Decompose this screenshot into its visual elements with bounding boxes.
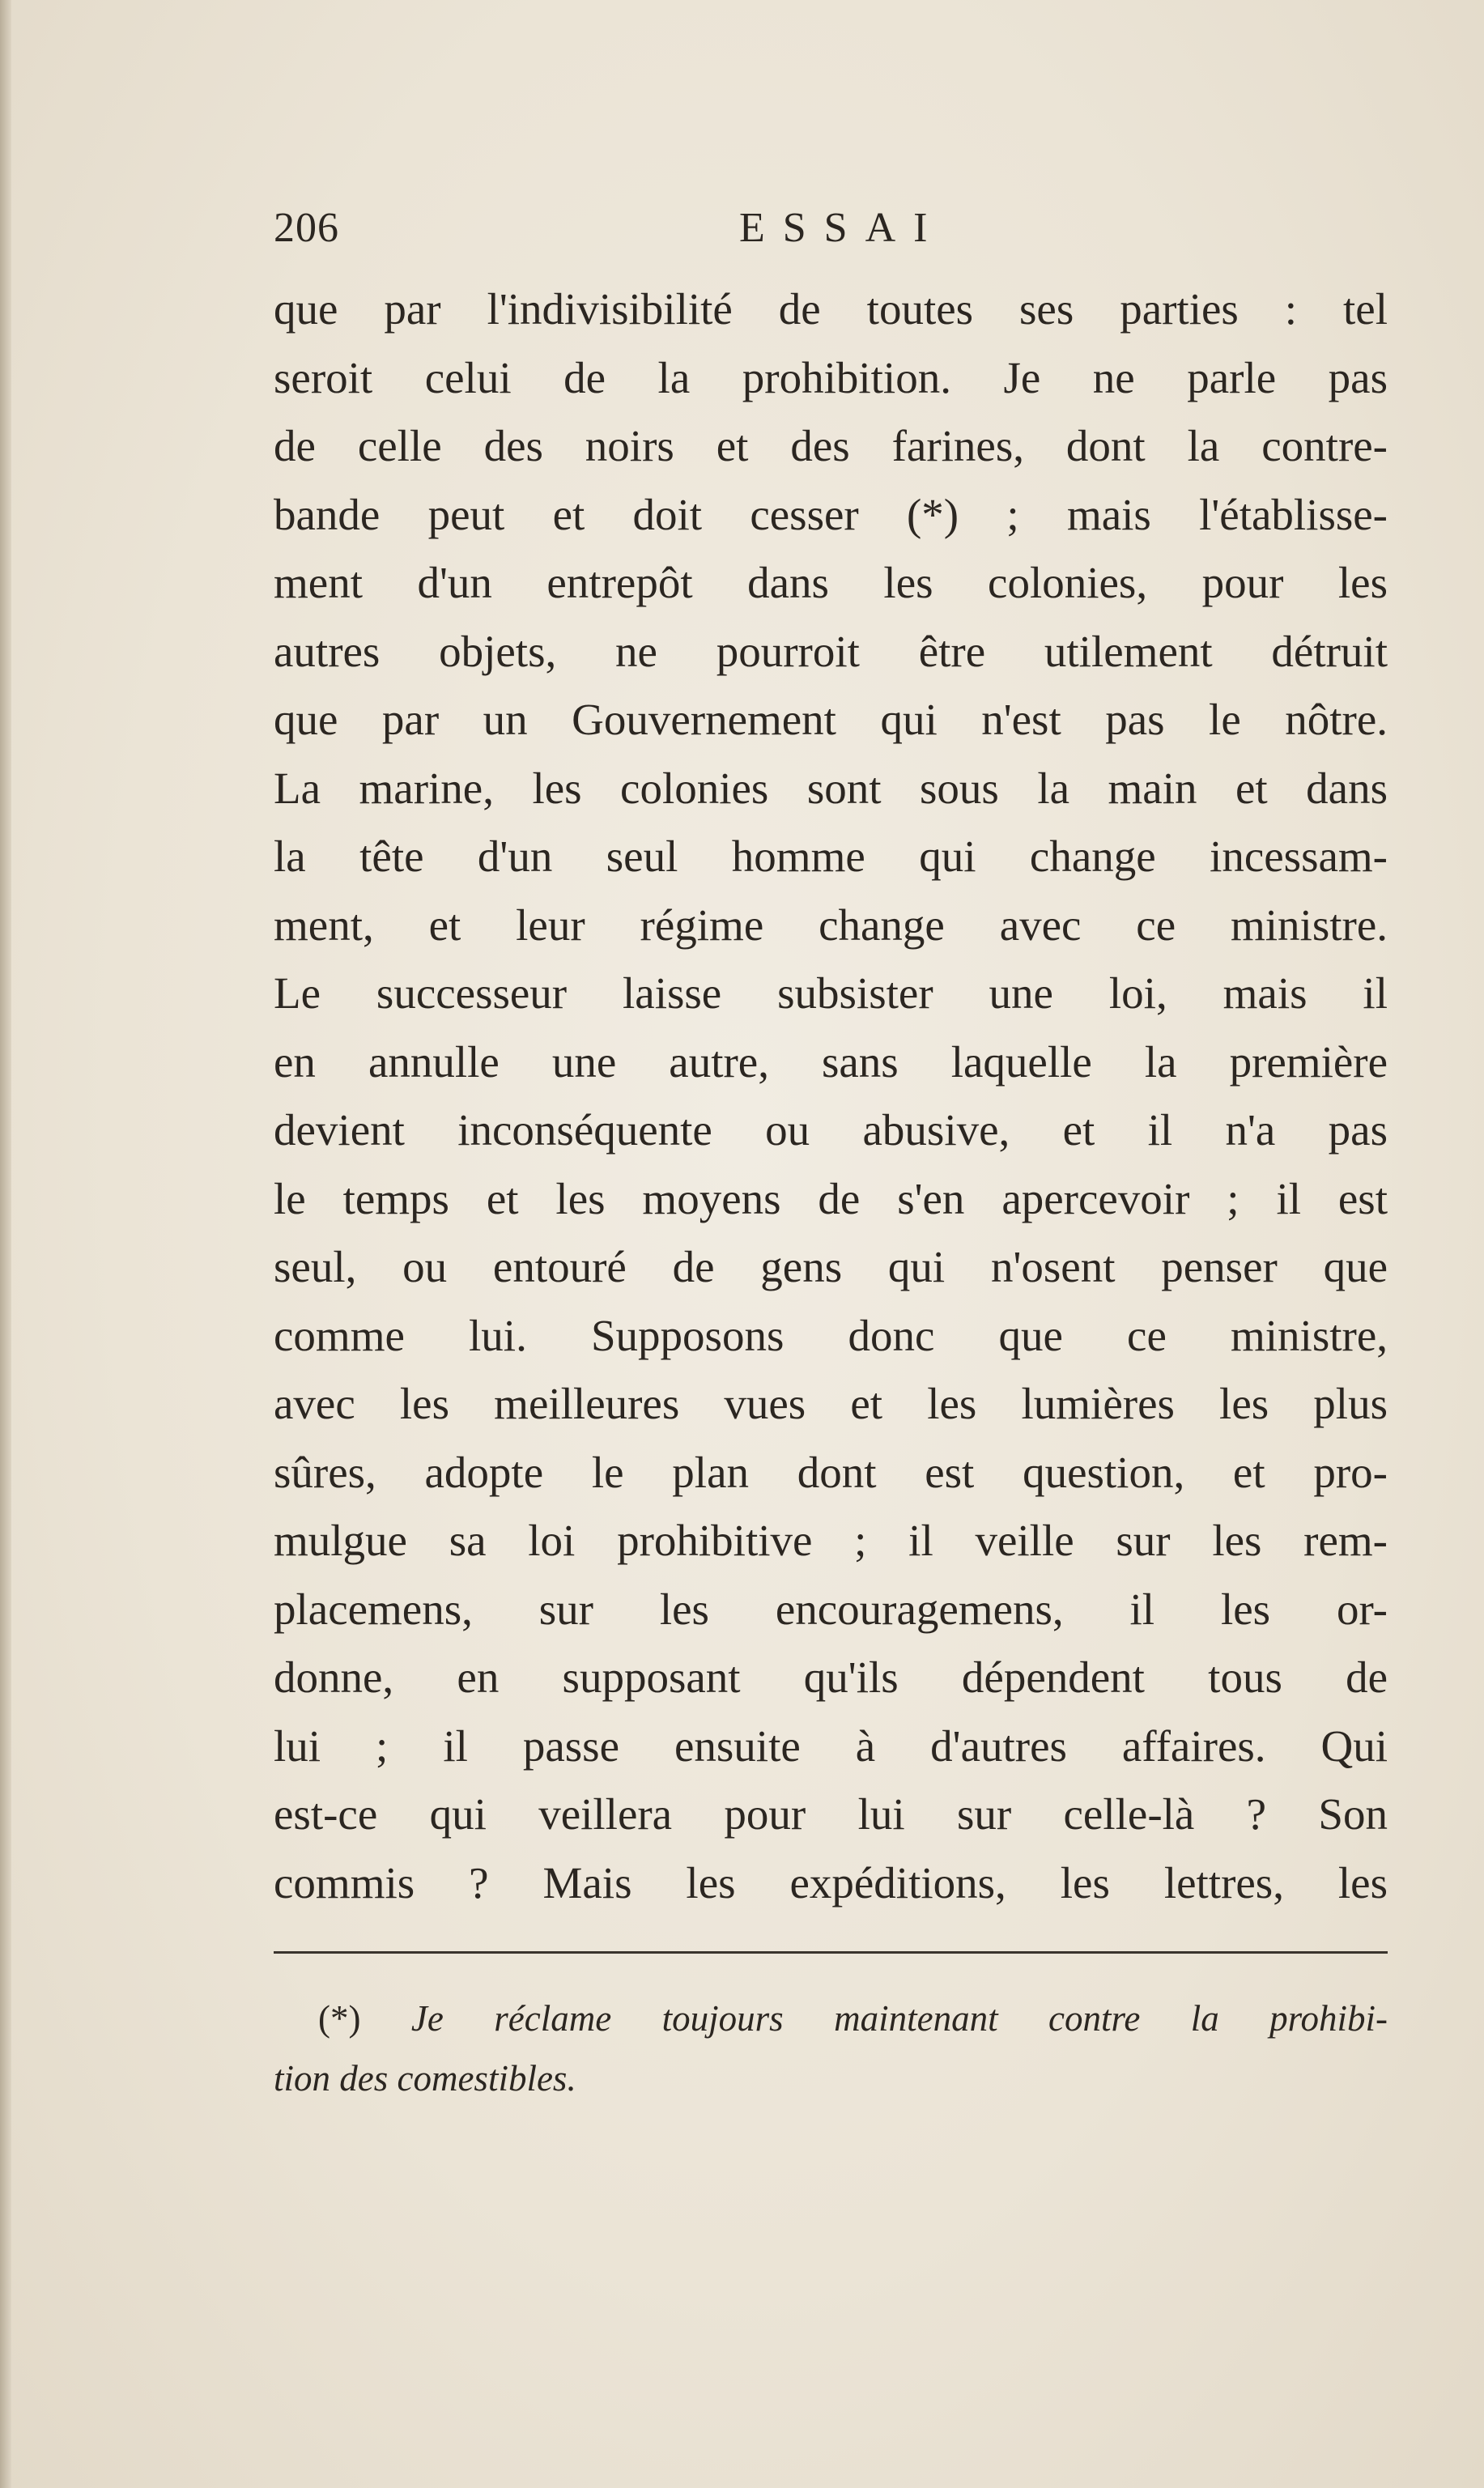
text-line: que par l'indivisibilité de toutes ses parties : tel [274,284,1388,334]
page-gutter-edge [0,0,11,2488]
main-text [274,275,1388,1917]
text-line: de celle des noirs et des farines, dont la contre- [274,421,1388,470]
text-line: Le successeur laisse subsister une loi, mais il [274,968,1388,1018]
text-line: en annulle une autre, sans laquelle la première [274,1036,1388,1087]
text-line: avec les meilleures vues et les lumières les plus [274,1379,1388,1428]
text-line: ment d'un entrepôt dans les colonies, pour les [274,558,1388,607]
text-line: ment, et leur régime change avec ce ministre. [274,900,1388,950]
text-line: lui ; il passe ensuite à d'autres affaires. Qui [274,1720,1388,1771]
text-line: comme lui. Supposons donc que ce ministre, [274,1310,1388,1360]
text-line: commis ? Mais les expéditions, les lettres, les [274,1857,1388,1907]
running-title: ESSAI [739,205,946,251]
text-line: est-ce qui veillera pour lui sur celle-là ? Son [274,1789,1388,1839]
text-line: seul, ou entouré de gens qui n'osent penser que [274,1242,1388,1291]
footnote-text: Je réclame toujours maintenant contre la prohibi- [410,1998,1388,2039]
text-line: mulgue sa loi prohibitive ; il veille sur les rem- [274,1516,1388,1565]
text-line: la tête d'un seul homme qui change incessam- [274,831,1388,881]
footnote-line: tion des comestibles. [274,2058,576,2099]
text-line: devient inconséquente ou abusive, et il n'a pas [274,1105,1388,1155]
text-line: que par un Gouvernement qui n'est pas le nôtre. [274,695,1388,744]
text-line: sûres, adopte le plan dont est question, et pro- [274,1447,1388,1497]
text-line: donne, en supposant qu'ils dépendent tous de [274,1652,1388,1702]
footnote-divider [274,1951,1388,1954]
footnote [274,1988,1388,2108]
text-line: placemens, sur les encouragemens, il les or- [274,1584,1388,1634]
text-line: seroit celui de la prohibition. Je ne parle pas [274,352,1388,402]
text-line: bande peut et doit cesser (*) ; mais l'établisse- [274,489,1388,539]
page-number: 206 [274,205,339,251]
text-line: le temps et les moyens de s'en apercevoir ; il est [274,1173,1388,1223]
footnote-line [274,1988,1388,2048]
running-head [274,204,1388,269]
text-line: La marine, les colonies sont sous la main et dans [274,763,1388,813]
footnote-marker: (*) [318,1998,361,2039]
text-line: autres objets, ne pourroit être utilement détruit [274,626,1388,676]
